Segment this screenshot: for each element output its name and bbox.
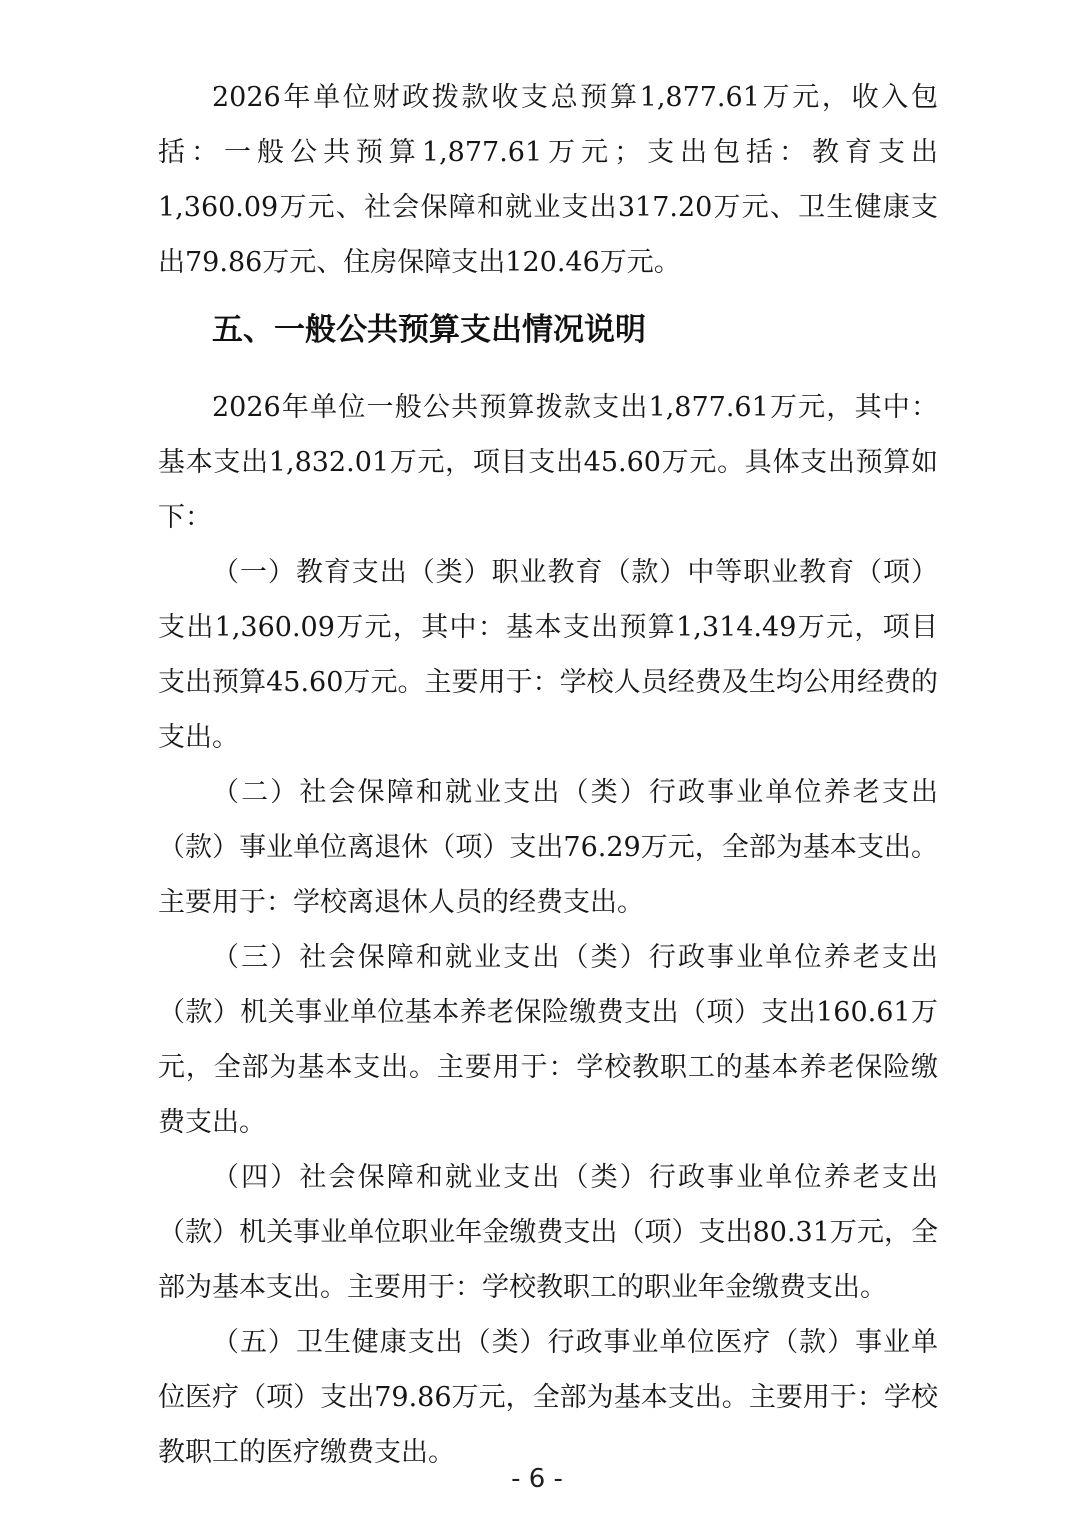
expenditure-item-1: （一）教育支出（类）职业教育（款）中等职业教育（项）支出1,360.09万元，其中：基本支出预算1,314.49万元，项目支出预算45.60万元。主要用于：学校人员经费及生均公用经费的支出。 xyxy=(158,557,938,753)
page-number: - 6 - xyxy=(511,1464,563,1494)
overview-paragraph: 2026年单位一般公共预算拨款支出1,877.61万元，其中：基本支出1,832.01万元，项目支出45.60万元。具体支出预算如下： xyxy=(158,392,938,533)
expenditure-item-2: （二）社会保障和就业支出（类）行政事业单位养老支出（款）事业单位离退休（项）支出76.29万元，全部为基本支出。主要用于：学校离退休人员的经费支出。 xyxy=(158,777,938,918)
expenditure-item-5: （五）卫生健康支出（类）行政事业单位医疗（款）事业单位医疗（项）支出79.86万元，全部为基本支出。主要用于：学校教职工的医疗缴费支出。 xyxy=(158,1327,938,1468)
expenditure-item-3: （三）社会保障和就业支出（类）行政事业单位养老支出（款）机关事业单位基本养老保险缴费支出（项）支出160.61万元，全部为基本支出。主要用于：学校教职工的基本养老保险缴费支出。 xyxy=(158,942,938,1138)
expenditure-item-4: （四）社会保障和就业支出（类）行政事业单位养老支出（款）机关事业单位职业年金缴费支出（项）支出80.31万元，全部为基本支出。主要用于：学校教职工的职业年金缴费支出。 xyxy=(158,1162,938,1303)
intro-paragraph: 2026年单位财政拨款收支总预算1,877.61万元，收入包括：一般公共预算1,877.61万元；支出包括：教育支出1,360.09万元、社会保障和就业支出317.20万元、卫生健康支出79.86万元、住房保障支出120.46万元。 xyxy=(158,82,938,278)
section-heading: 五、一般公共预算支出情况说明 xyxy=(212,312,646,348)
page-content xyxy=(158,70,938,1480)
